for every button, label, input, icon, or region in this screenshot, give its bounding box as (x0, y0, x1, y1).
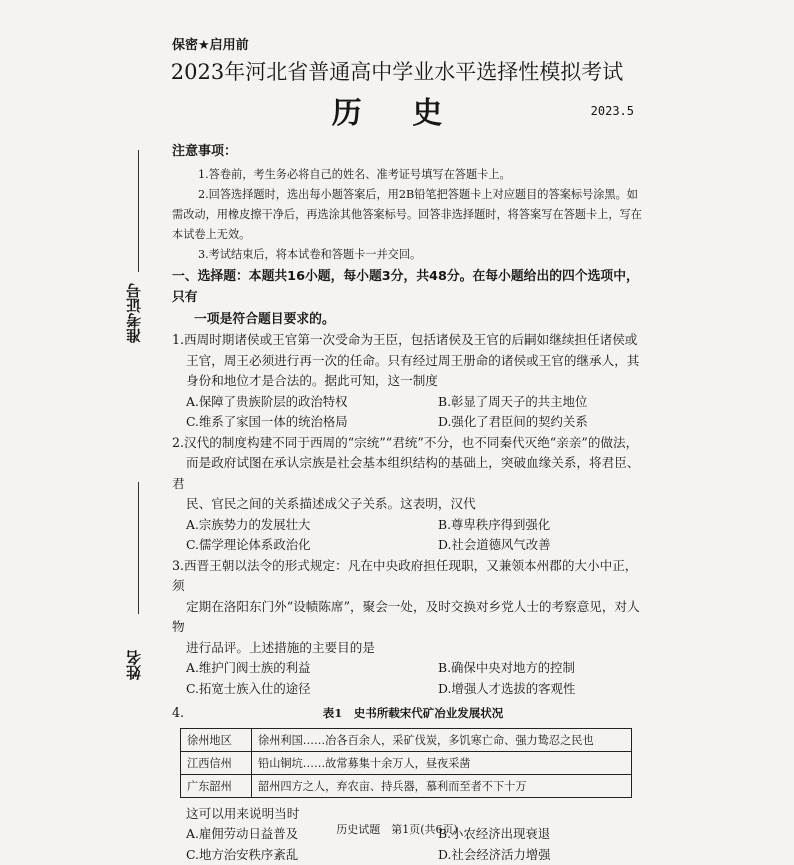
subject-title: 历 史 (0, 88, 794, 132)
option-a: A.维护门阀士族的利益 (186, 658, 438, 679)
exam-date: 2023.5 (591, 104, 634, 118)
option-a: A.保障了贵族阶层的政治特权 (186, 392, 438, 413)
notice-item: 1.答卷前，考生务必将自己的姓名、准考证号填写在答题卡上。 (172, 165, 642, 185)
confidential-mark: 保密★启用前 (172, 34, 249, 53)
option-c: C.维系了家国一体的统治格局 (186, 412, 438, 433)
option-c: C.地方治安秩序紊乱 (186, 845, 438, 865)
question-line: 3.西晋王朝以法令的形式规定：凡在中央政府担任现职，又兼领本州郡的大小中正，须 (172, 556, 642, 597)
binding-line-bottom (138, 482, 139, 614)
option-c: C.儒学理论体系政治化 (186, 535, 438, 556)
page-footer: 历史试题 第1页(共6页) (0, 821, 794, 837)
table-cell-text: 徐州利国……冶各百余人，采矿伐炭，多饥寒亡命、强力鸷忍之民也 (252, 728, 632, 751)
table-row (181, 751, 632, 774)
exam-title: 2023年河北省普通高中学业水平选择性模拟考试 (0, 56, 794, 86)
option-b: B.尊卑秩序得到强化 (438, 515, 642, 536)
table-cell-region: 广东韶州 (181, 774, 252, 797)
question-line: 定期在洛阳东门外“设帻陈席”，聚会一处，及时交换对乡党人士的考察意见，对人物 (172, 599, 640, 635)
table-row (181, 728, 632, 751)
question-1 (172, 330, 642, 433)
option-d: D.增强人才选拔的客观性 (438, 679, 642, 700)
table-row (181, 774, 632, 797)
section-heading-cont: 一项是符合题目要求的。 (172, 309, 642, 330)
name-label: 姓名 (123, 650, 144, 680)
exam-id-label: 准考证号 (123, 283, 144, 343)
question-3 (172, 556, 642, 700)
question-line: 进行品评。上述措施的主要目的是 (172, 640, 375, 655)
option-c: C.拓宽士族入仕的途径 (186, 679, 438, 700)
option-d: D.社会经济活力增强 (438, 845, 642, 865)
question-4-header (172, 703, 642, 724)
option-d: D.强化了君臣间的契约关系 (438, 412, 642, 433)
question-line: 民、官民之间的关系描述成父子关系。这表明，汉代 (172, 496, 476, 511)
options (172, 515, 642, 556)
table-cell-region: 江西信州 (181, 751, 252, 774)
notice-item: 2.回答选择题时，选出每小题答案后，用2B铅笔把答题卡上对应题目的答案标号涂黑。如需改动，用橡皮擦干净后，再选涂其他答案标号。回答非选择题时，将答案写在答题卡上，写在本试卷上无效。 (172, 185, 642, 245)
table-caption: 表1 史书所载宋代矿冶业发展状况 (184, 705, 642, 721)
table-cell-region: 徐州地区 (181, 728, 252, 751)
question-number: 4. (172, 703, 184, 724)
section-heading: 一、选择题：本题共16小题，每小题3分，共48分。在每小题给出的四个选项中，只有 (172, 266, 642, 308)
question-line: 2.汉代的制度构建不同于西周的“宗统”“君统”不分，也不同秦代灭绝“亲亲”的做法， (172, 433, 642, 454)
question-line: 1.西周时期诸侯或王官第一次受命为王臣，包括诸侯及王官的后嗣如继续担任诸侯或 (172, 330, 642, 351)
mining-table (180, 728, 632, 798)
options (172, 392, 642, 433)
option-a: A.宗族势力的发展壮大 (186, 515, 438, 536)
exam-content (172, 140, 642, 865)
option-b: B.彰显了周天子的共主地位 (438, 392, 642, 413)
binding-line-top (138, 150, 139, 272)
question-2 (172, 433, 642, 556)
notice-block (172, 140, 642, 265)
table-cell-text: 铅山铜坑……故常募集十余万人，昼夜采凿 (252, 751, 632, 774)
option-b: B.确保中央对地方的控制 (438, 658, 642, 679)
question-4 (172, 703, 642, 865)
options (172, 658, 642, 699)
option-b: B.小农经济出现衰退 (438, 824, 642, 845)
question-line: 王官，周王必须进行再一次的任命。只有经过周王册命的诸侯或王官的继承人，其 (172, 353, 639, 368)
question-line: 身份和地位才是合法的。据此可知，这一制度 (172, 373, 438, 388)
notice-heading: 注意事项： (172, 140, 642, 159)
option-a: A.雇佣劳动日益普及 (186, 824, 438, 845)
question-line: 而是政府试图在承认宗族是社会基本组织结构的基础上，突破血缘关系，将君臣、君 (172, 455, 639, 491)
option-d: D.社会道德风气改善 (438, 535, 642, 556)
table-cell-text: 韶州四方之人，弃农亩、持兵器，慕利而至者不下十万 (252, 774, 632, 797)
question-stem: 这可以用来说明当时 (172, 806, 299, 821)
notice-item: 3.考试结束后，将本试卷和答题卡一并交回。 (172, 245, 642, 265)
